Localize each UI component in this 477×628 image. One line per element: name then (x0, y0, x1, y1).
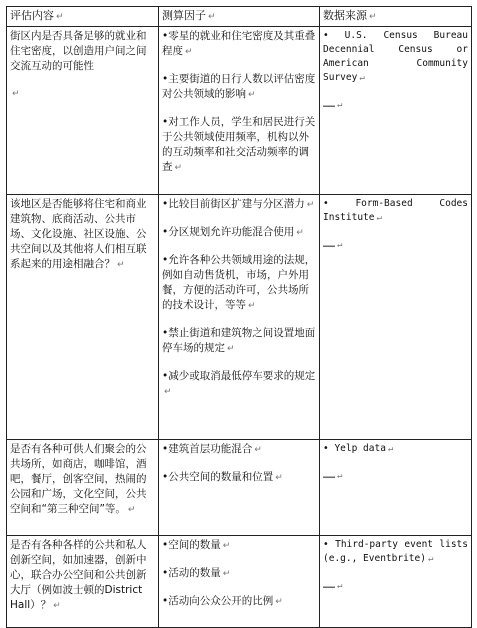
more-ellipsis: …… ↵ (323, 580, 343, 591)
question-cell: 是否有各种各样的公共和私人创新空间，如加速器，创新中心，联合办公空间和公共创新大厅（例如波士顿的District Hall）？ ↵ (7, 536, 159, 628)
header-cell-content: 评估内容 ↵ (7, 7, 159, 27)
factor-item: •对工作人员，学生和居民进行关于公共领域使用频率，机构以外的互动频率和社交活动频率的调查 ↵ (162, 116, 316, 173)
header-row (7, 7, 472, 27)
question-cell: 街区内是否具备足够的就业和住宅密度，以创造用户间之间交流互动的可能性 ↵ (7, 27, 159, 195)
source-item: • Form-Based Codes Institute ↵ (323, 198, 468, 223)
question-cell: 是否有各种可供人们聚会的公共场所，如商店，咖啡馆，酒吧，餐厅，创客空间，热闹的公园和广场，文化空间，公共空间和“第三种空间”等。 ↵ (7, 440, 159, 536)
table-row (7, 27, 472, 195)
factor-item: •分区规划允许功能混合使用 ↵ (162, 226, 304, 238)
table-row (7, 440, 472, 536)
factor-item: •建筑首层功能混合 ↵ (162, 443, 262, 455)
question-cell: 该地区是否能够将住宅和商业建筑物、底商活动、公共市场、文化设施、社区设施、公共空间以及其他将人们相互联系起来的用途相融合？ ↵ (7, 195, 159, 440)
source-cell (320, 440, 472, 536)
factor-item: •减少或取消最低停车要求的规定↵ (162, 370, 316, 397)
factor-item: •允许各种公共领域用途的法规，例如自动售货机，市场，户外用餐，方便的活动许可，公共场所的技术设计，等等 ↵ (162, 254, 316, 311)
more-ellipsis: …… ↵ (323, 239, 343, 250)
factor-item: •零星的就业和住宅密度及其重叠程度 ↵ (162, 30, 316, 57)
factor-item: •空间的数量 ↵ (162, 539, 231, 551)
factor-item: •活动向公众公开的比例 ↵ (162, 595, 283, 607)
factor-item: •主要街道的日行人数以评估密度对公共领域的影响 ↵ (162, 73, 316, 100)
more-ellipsis: …… ↵ (323, 99, 343, 110)
source-item: • Yelp data ↵ (323, 443, 394, 454)
factors-cell (159, 27, 320, 195)
factor-item: •活动的数量 ↵ (162, 567, 231, 579)
factor-item: •比较目前街区扩建与分区潜力 ↵ (162, 198, 315, 210)
source-cell (320, 536, 472, 628)
table-row (7, 536, 472, 628)
source-cell (320, 195, 472, 440)
factors-cell (159, 440, 320, 536)
source-item: • Third-party event lists (e.g., Eventbrite) ↵ (323, 539, 468, 564)
factors-cell (159, 536, 320, 628)
evaluation-table (6, 6, 472, 628)
header-cell-factors: 测算因子 ↵ (159, 7, 320, 27)
header-cell-sources: 数据来源 ↵ (320, 7, 472, 27)
table-row (7, 195, 472, 440)
factors-cell (159, 195, 320, 440)
source-cell (320, 27, 472, 195)
more-ellipsis: …… ↵ (323, 470, 343, 481)
factor-item: •公共空间的数量和位置 ↵ (162, 471, 283, 483)
source-item: • U.S. Census Bureau Decennial Census or American Community Survey ↵ (323, 30, 468, 83)
factor-item: •禁止街道和建筑物之间设置地面停车场的规定 ↵ (162, 327, 316, 354)
